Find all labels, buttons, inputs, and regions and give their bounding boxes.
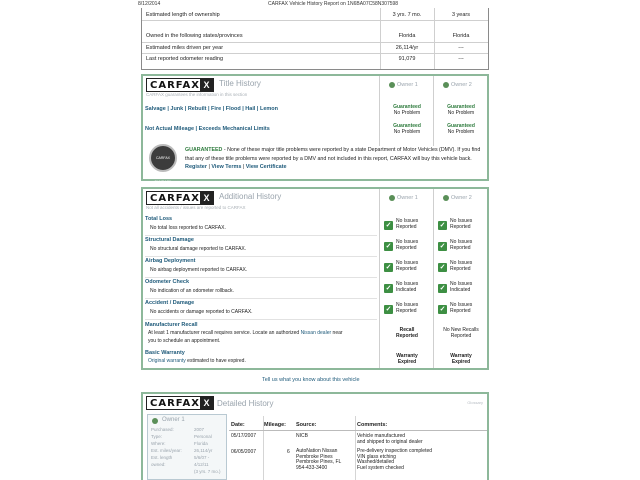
owner1-value: 3 yrs. 7 mo.: [392, 12, 422, 18]
guarantee-text: [185, 146, 485, 172]
logo-text: CARFAX: [150, 79, 200, 91]
owner1-status: [396, 281, 418, 293]
column-divider: [379, 189, 380, 368]
row-description: [145, 329, 377, 345]
status-line: Reported: [396, 333, 418, 339]
status-line: Reported: [450, 266, 471, 272]
check-icon: ✓: [439, 243, 446, 250]
status-line: Warranty: [450, 353, 472, 359]
status-line: Reported: [396, 224, 417, 230]
section-title: Title History: [219, 79, 261, 88]
owner2-warranty-status: [435, 353, 487, 365]
owner-card-key: Est. miles/year:: [151, 448, 182, 453]
ownership-summary-table: [141, 8, 489, 70]
recall-row: [145, 322, 377, 345]
detailed-history-section: [141, 392, 489, 480]
owner-card-key: Est. length: [151, 455, 173, 460]
owner1-status: [396, 239, 418, 251]
status-line: No Issues: [450, 302, 473, 308]
status-line: No Issues: [396, 218, 419, 224]
row-title: Structural Damage: [145, 237, 194, 243]
source-column-header: Source:: [296, 422, 317, 428]
seal-text: CARFAX BUYBACK: [154, 156, 172, 184]
owner2-status: [450, 260, 472, 272]
warranty-row: [145, 350, 377, 364]
glossary-link[interactable]: Glossary: [467, 400, 483, 405]
status-line: Expired: [451, 359, 471, 365]
title-problems-label: Salvage | Junk | Rebuilt | Fire | Flood | Hail | Lemon: [145, 106, 279, 112]
row-title: Manufacturer Recall: [145, 322, 198, 328]
record-date: 05/17/2007: [231, 433, 257, 439]
guarantee-bold: GUARANTEED: [185, 147, 223, 153]
check-icon: ✓: [385, 222, 392, 229]
logo-text: CARFAX: [150, 192, 200, 204]
row-description: [145, 358, 377, 364]
status-line: No Issues: [450, 218, 473, 224]
owner-card-key: owned:: [151, 462, 166, 467]
additional-history-section: [141, 187, 489, 370]
recall-text: near: [331, 330, 343, 336]
owner2-label: Owner 2: [451, 195, 472, 201]
status-line: Recall: [399, 327, 415, 333]
nissan-dealer-link[interactable]: Nissan dealer: [300, 330, 332, 336]
status-line: No Issues: [450, 260, 473, 266]
mileage-problems-label: Not Actual Mileage | Exceeds Mechanical Limits: [145, 126, 270, 132]
warranty-text: estimated to have expired.: [185, 358, 246, 364]
owner1-status: [396, 218, 418, 230]
separator: |: [241, 164, 246, 170]
row-description: No indication of an odometer rollback.: [150, 288, 234, 294]
owner-summary-card: [147, 414, 227, 480]
owner-card-value: 26,114/yr: [194, 448, 213, 453]
status-guaranteed: Guaranteed: [393, 123, 421, 129]
ownership-row: [142, 54, 488, 65]
owner-card-value: 2007: [194, 427, 205, 432]
person-icon: [443, 82, 449, 88]
status-line: No Issues: [396, 260, 419, 266]
person-icon: [152, 418, 158, 424]
register-link[interactable]: Register: [185, 164, 208, 170]
owner2-status: [450, 281, 472, 293]
owner2-value: ---: [458, 56, 464, 62]
history-row: [145, 215, 377, 236]
record-source: [296, 449, 341, 471]
history-row: [145, 299, 377, 320]
owner2-title-status: [435, 104, 487, 116]
status-result: No Problem: [447, 110, 475, 116]
section-subtitle: Not all accidents / issues are reported to CARFAX: [146, 205, 246, 210]
owner1-header: [389, 82, 418, 88]
status-result: No Problem: [393, 110, 421, 116]
status-line: No Issues: [450, 281, 473, 287]
owner1-status: [396, 302, 418, 314]
row-label: Owned in the following states/provinces: [146, 33, 243, 39]
person-icon: [389, 82, 395, 88]
owner2-header: [443, 82, 472, 88]
owner1-header: [389, 195, 418, 201]
status-result: No Problem: [393, 129, 421, 135]
status-line: Reported: [396, 266, 417, 272]
check-icon: ✓: [385, 264, 392, 271]
owner-card-key: Where:: [151, 441, 166, 446]
owner-card-key: Type:: [151, 434, 163, 439]
status-line: No Issues: [396, 302, 419, 308]
column-divider: [433, 76, 434, 146]
guarantee-body: - None of these major title problems were reported by a state Department of Motor Vehicles (DMV). If you find that any of these title problems were reported by a DMV and not included in this report, CARFAX will buy this vehicle back.: [185, 147, 481, 162]
status-guaranteed: Guaranteed: [447, 104, 475, 110]
source-line: Pembroke Pines, FL: [296, 459, 342, 465]
recall-text: At least 1 manufacturer recall requires service. Locate an authorized: [148, 330, 301, 336]
owner-card-title: Owner 1: [162, 417, 185, 423]
comment-line: Washed/detailed: [357, 459, 395, 465]
owner2-mileage-status: [435, 123, 487, 135]
owner2-status: [450, 302, 472, 314]
date-column-header: Date:: [231, 422, 245, 428]
print-date: 8/12/2014: [138, 1, 161, 7]
check-icon: ✓: [439, 285, 446, 292]
owner1-value: 26,114/yr: [395, 45, 419, 51]
carfax-logo: [146, 191, 214, 205]
source-line: 954-433-3400: [296, 464, 328, 471]
column-divider: [379, 76, 380, 146]
owner2-value: 3 years: [451, 12, 471, 18]
owner2-header: [443, 195, 472, 201]
status-line: Reported: [450, 308, 471, 314]
owner1-label: Owner 1: [397, 195, 418, 201]
owner1-value: 91,079: [398, 56, 416, 62]
comment-line: and shipped to original dealer: [357, 439, 423, 445]
record-mileage: 6: [287, 449, 290, 455]
owner-card-value: Personal: [194, 434, 212, 439]
title-history-section: [141, 74, 489, 184]
record-comments: [357, 433, 423, 445]
logo-text: CARFAX: [150, 397, 200, 409]
person-icon: [389, 195, 395, 201]
row-label: Estimated length of ownership: [146, 12, 220, 18]
check-icon: ✓: [385, 243, 392, 250]
check-icon: ✓: [439, 306, 446, 313]
original-warranty-link[interactable]: Original warranty: [148, 358, 186, 364]
check-icon: ✓: [439, 264, 446, 271]
owner-card-value: 5/6/07 -: [194, 455, 210, 460]
carfax-logo: [146, 78, 214, 92]
row-title: Airbag Deployment: [145, 258, 196, 264]
status-line: Reported: [450, 245, 471, 251]
record-source: NICB: [296, 433, 308, 439]
source-line: Pembroke Pines: [296, 453, 333, 460]
status-guaranteed: Guaranteed: [393, 104, 421, 110]
row-title: Odometer Check: [145, 279, 190, 285]
owner1-warranty-status: [381, 353, 433, 365]
status-line: No Issues: [396, 281, 419, 287]
row-title: Accident / Damage: [145, 300, 195, 306]
check-icon: ✓: [439, 222, 446, 229]
status-line: No Issues: [396, 239, 419, 245]
owner-card-value: (3 yrs. 7 mo.): [194, 469, 221, 474]
comments-column-header: Comments:: [357, 422, 388, 428]
row-description: No total loss reported to CARFAX.: [150, 225, 226, 231]
person-icon: [443, 195, 449, 201]
status-line: No Issues: [450, 239, 473, 245]
owner1-title-status: [381, 104, 433, 116]
recall-text: you to schedule an appointment.: [148, 338, 221, 344]
row-description: No airbag deployment reported to CARFAX.: [150, 267, 248, 273]
column-divider: [355, 416, 356, 480]
tell-us-link[interactable]: Tell us what you know about this vehicle: [262, 377, 360, 383]
buyback-guarantee-seal-icon: [149, 144, 177, 184]
comment-line: VIN glass etching: [357, 453, 396, 460]
record-date: 06/05/2007: [231, 449, 257, 455]
owner-card-value: 4/12/11: [194, 462, 209, 467]
row-title: Basic Warranty: [145, 350, 185, 356]
history-row: [145, 257, 377, 278]
section-title: Additional History: [219, 192, 282, 201]
column-divider: [433, 189, 434, 368]
owner-card-key: Purchased:: [151, 427, 174, 432]
status-result: No Problem: [447, 129, 475, 135]
owner-card-value: Florida: [194, 441, 208, 446]
view-certificate-link[interactable]: View Certificate: [245, 164, 287, 170]
carfax-logo: [146, 396, 214, 410]
mileage-column-header: Mileage:: [264, 422, 287, 428]
logo-mark: X: [200, 79, 213, 91]
comment-line: Pre-delivery inspection completed: [357, 448, 433, 454]
history-row: [145, 278, 377, 299]
owner2-value: Florida: [452, 33, 470, 39]
row-label: Estimated miles driven per year: [146, 45, 224, 51]
ownership-row: [142, 43, 488, 54]
logo-mark: X: [200, 397, 213, 409]
ownership-row: [142, 10, 488, 21]
owner1-value: Florida: [398, 33, 416, 39]
status-line: Indicated: [396, 287, 417, 293]
section-subtitle: CARFAX guarantees the information in this section: [146, 92, 248, 97]
comment-line: Vehicle manufactured: [357, 433, 406, 439]
owner1-mileage-status: [381, 123, 433, 135]
comment-line: Fuel system checked: [357, 464, 404, 471]
source-line: AutoNation Nissan: [296, 448, 338, 454]
owner2-value: ---: [458, 45, 464, 51]
owner2-status: [450, 239, 472, 251]
logo-mark: X: [200, 192, 213, 204]
row-label: Last reported odometer reading: [146, 56, 224, 62]
report-header-title: CARFAX Vehicle History Report on 1N6BA07C58N307598: [268, 1, 399, 7]
record-comments: [357, 449, 432, 471]
status-line: Reported: [396, 308, 417, 314]
status-line: Warranty: [396, 353, 418, 359]
status-guaranteed: Guaranteed: [447, 123, 475, 129]
row-description: No accidents or damage reported to CARFAX.: [150, 309, 253, 315]
status-line: Expired: [397, 359, 417, 365]
row-title: Total Loss: [145, 216, 173, 222]
owner2-status: [450, 218, 472, 230]
status-line: Reported: [450, 224, 471, 230]
owner2-label: Owner 2: [451, 82, 472, 88]
ownership-row: [142, 29, 488, 43]
row-description: No structural damage reported to CARFAX.: [150, 246, 247, 252]
owner1-status: [396, 260, 418, 272]
check-icon: ✓: [385, 306, 392, 313]
section-title: Detailed History: [217, 399, 274, 408]
owner1-recall-status: [381, 327, 433, 339]
status-line: No New Recalls: [443, 327, 479, 333]
status-line: Reported: [396, 245, 417, 251]
check-icon: ✓: [385, 285, 392, 292]
status-line: Indicated: [450, 287, 471, 293]
status-line: Reported: [450, 333, 472, 339]
owner1-label: Owner 1: [397, 82, 418, 88]
separator: |: [207, 164, 212, 170]
history-row: [145, 236, 377, 257]
owner2-recall-status: [435, 327, 487, 339]
header-divider: [229, 430, 487, 431]
view-terms-link[interactable]: View Terms: [211, 164, 242, 170]
